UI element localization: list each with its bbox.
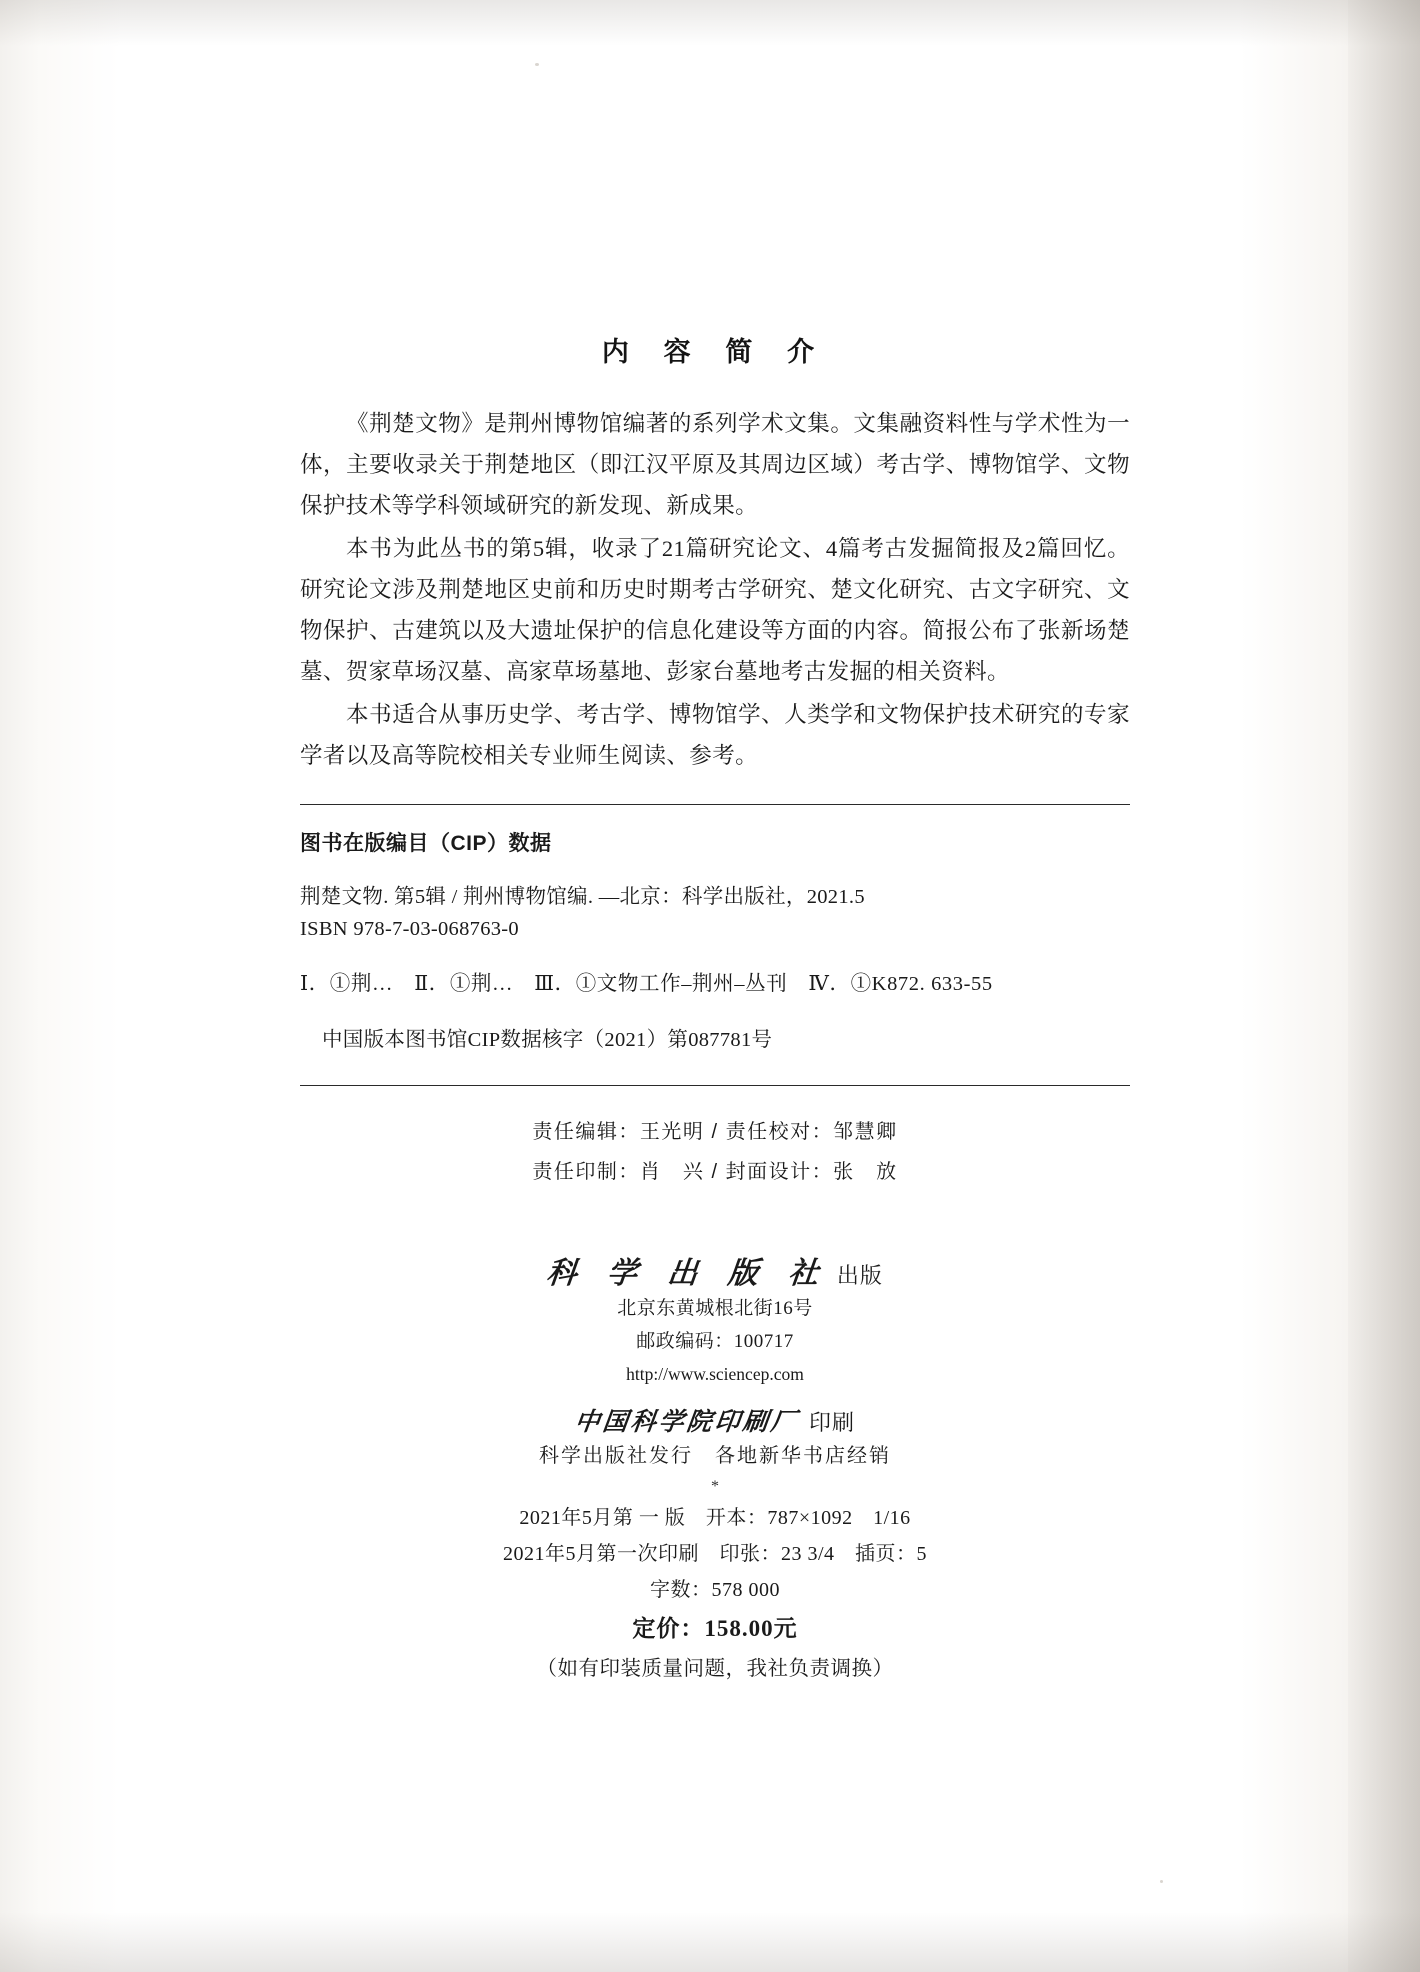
quality-note: （如有印装质量问题，我社负责调换） bbox=[536, 1658, 894, 1680]
edition-spec-line-1: 2021年5月第 一 版 开本：787×1092 1/16 bbox=[519, 1507, 911, 1529]
staff-credits bbox=[300, 1086, 1130, 1192]
colophon-content bbox=[300, 330, 1130, 1688]
publisher-suffix: 出版 bbox=[836, 1263, 883, 1288]
cip-heading: 图书在版编目（CIP）数据 bbox=[300, 832, 552, 855]
page-title: 内 容 简 介 bbox=[601, 337, 829, 367]
cip-core-number: 中国版本图书馆CIP数据核字（2021）第087781号 bbox=[322, 1029, 773, 1051]
cip-entry-line-1: 荆楚文物. 第5辑 / 荆州博物馆编. —北京：科学出版社，2021.5 bbox=[300, 886, 865, 908]
scan-speck bbox=[1160, 1880, 1163, 1883]
publisher-url[interactable]: http://www.sciencep.com bbox=[626, 1364, 804, 1384]
summary-paragraph: 本书为此丛书的第5辑，收录了21篇研究论文、4篇考古发掘简报及2篇回忆。研究论文涉及荆楚地区史前和历史时期考古学研究、楚文化研究、古文字研究、文物保护、古建筑以及大遗址保护的信息化建设等方面的内容。简报公布了张新场楚墓、贺家草场汉墓、高家草场墓地、彭家台墓地考古发掘的相关资料。 bbox=[300, 536, 1130, 684]
scan-speck bbox=[535, 63, 539, 66]
page-shadow-bottom bbox=[0, 1912, 1420, 1972]
staff-line-editors: 责任编辑：王光明 / 责任校对：邹慧卿 bbox=[532, 1121, 898, 1143]
distribution-line: 科学出版社发行 各地新华书店经销 bbox=[539, 1445, 891, 1467]
printer-row bbox=[300, 1402, 1130, 1438]
printer-logotype: 中国科学院印刷厂 bbox=[573, 1407, 801, 1436]
price-line: 定价：158.00元 bbox=[632, 1616, 798, 1641]
ornament-star: * bbox=[711, 1478, 719, 1495]
printer-suffix: 印刷 bbox=[809, 1410, 856, 1435]
page-shadow-top bbox=[0, 0, 1420, 46]
page-shadow-right bbox=[1348, 0, 1420, 1972]
cip-classification: Ⅰ．①荆… Ⅱ．①荆… Ⅲ．①文物工作–荆州–丛刊 Ⅳ．①K872. 633-55 bbox=[300, 973, 993, 995]
imprint-block bbox=[300, 1192, 1130, 1688]
cip-entry-line-2: ISBN 978-7-03-068763-0 bbox=[300, 918, 519, 940]
publisher-row bbox=[300, 1248, 1130, 1292]
cip-block bbox=[300, 805, 1130, 1057]
publisher-postcode: 邮政编码：100717 bbox=[636, 1331, 794, 1352]
publisher-logotype: 科 学 出 版 社 bbox=[544, 1256, 831, 1291]
summary-paragraph: 《荆楚文物》是荆州博物馆编著的系列学术文集。文集融资料性与学术性为一体，主要收录关于荆楚地区（即江汉平原及其周边区域）考古学、博物馆学、文物保护技术等学科领域研究的新发现、新成果。 bbox=[300, 411, 1130, 518]
word-count-line: 字数：578 000 bbox=[650, 1579, 780, 1601]
publisher-address: 北京东黄城根北街16号 bbox=[617, 1298, 813, 1319]
staff-line-production: 责任印制：肖 兴 / 封面设计：张 放 bbox=[532, 1161, 898, 1183]
summary-paragraph: 本书适合从事历史学、考古学、博物馆学、人类学和文物保护技术研究的专家学者以及高等院校相关专业师生阅读、参考。 bbox=[300, 702, 1130, 768]
edition-spec-line-2: 2021年5月第一次印刷 印张：23 3/4 插页：5 bbox=[502, 1543, 928, 1565]
